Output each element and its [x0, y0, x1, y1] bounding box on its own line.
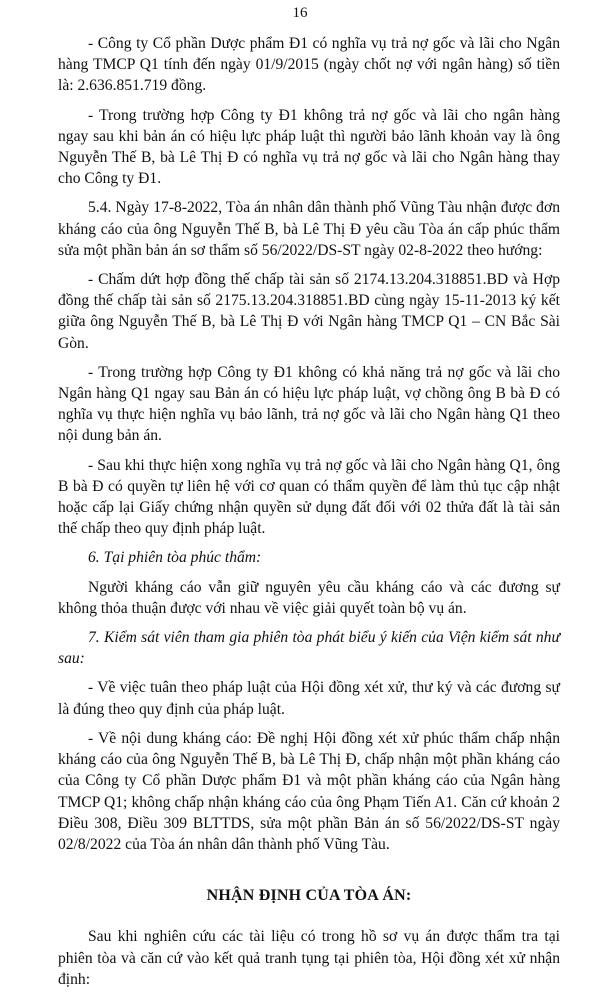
section-6-text: Người kháng cáo vẫn giữ nguyên yêu cầu kháng cáo và các đương sự không thỏa thuận được với nhau về việc giải quyết toàn bộ vụ án.	[58, 578, 560, 617]
document-body	[58, 33, 560, 998]
section-6-title: 6. Tại phiên tòa phúc thẩm:	[88, 549, 262, 567]
page-number: 16	[292, 5, 308, 21]
paragraph-terminate-mortgage: - Chấm dứt hợp đồng thế chấp tài sản số 2174.13.204.318851.BD và Hợp đồng thế chấp tài sản số 2175.13.204.318851.BD cùng ngày 15-11-2013 ký kết giữa ông Nguyễn Thế B, bà Lê Thị Đ với Ngân hàng TMCP Q1 – CN Bắc Sài Gòn.	[58, 271, 560, 352]
section-7-item-compliance: - Về việc tuân theo pháp luật của Hội đồng xét xử, thư ký và các đương sự là đúng theo quy định của pháp luật.	[58, 679, 560, 718]
court-findings-heading: NHẬN ĐỊNH CỦA TÒA ÁN:	[206, 887, 412, 905]
paragraph-guarantee-duty: - Trong trường hợp Công ty Đ1 không có khả năng trả nợ gốc và lãi cho Ngân hàng Q1 ngay sau Bản án có hiệu lực pháp luật, vợ chồng ông B bà Đ có nghĩa vụ thực hiện nghĩa vụ bảo lãnh, trả nợ gốc và lãi cho Ngân hàng Q1 theo nội dung bản án.	[58, 363, 560, 445]
section-7-item-appeal-content: - Về nội dung kháng cáo: Đề nghị Hội đồng xét xử phúc thẩm chấp nhận kháng cáo của ông Nguyễn Thế B, bà Lê Thị Đ, chấp nhận một phần kháng cáo của Công ty Cổ phần Dược phẩm Đ1 và một phần kháng cáo của Ngân hàng TMCP Q1; không chấp nhận kháng cáo của ông Phạm Tiến A1. Căn cứ khoản 2 Điều 308, Điều 309 BLTTDS, sửa một phần Bản án số 56/2022/DS-ST ngày 02/8/2022 của Tòa án nhân dân thành phố Vũng Tàu.	[58, 729, 560, 853]
paragraph-land-certificate: - Sau khi thực hiện xong nghĩa vụ trả nợ gốc và lãi cho Ngân hàng Q1, ông B bà Đ có quyền tự liên hệ với cơ quan có thẩm quyền để làm thủ tục cập nhật hoặc cấp lại Giấy chứng nhận quyền sử dụng đất đối với 02 thửa đất là tài sản thế chấp theo quy định pháp luật.	[58, 456, 560, 538]
paragraph-guarantor-obligation: - Trong trường hợp Công ty Đ1 không trả nợ gốc và lãi cho ngân hàng ngay sau khi bản án có hiệu lực pháp luật thì người bảo lãnh khoản vay là ông Nguyễn Thế B, bà Lê Thị Đ có nghĩa vụ trả nợ gốc và lãi cho Ngân hàng thay cho Công ty Đ1.	[58, 106, 560, 188]
paragraph-debt-amount: - Công ty Cổ phần Dược phẩm Đ1 có nghĩa vụ trả nợ gốc và lãi cho Ngân hàng TMCP Q1 tính đến ngày 01/9/2015 (ngày chốt nợ với ngân hàng) số tiền là: 2.636.851.719 đồng.	[58, 35, 560, 95]
paragraph-appeal-5-4: 5.4. Ngày 17-8-2022, Tòa án nhân dân thành phố Vũng Tàu nhận được đơn kháng cáo của ông Nguyễn Thế B, bà Lê Thị Đ yêu cầu Tòa án cấp phúc thẩm sửa một phần bản án sơ thẩm số 56/2022/DS-ST ngày 02-8-2022 theo hướng:	[58, 199, 560, 259]
paragraph-court-findings: Sau khi nghiên cứu các tài liệu có trong hồ sơ vụ án được thẩm tra tại phiên tòa và căn cứ vào kết quả tranh tụng tại phiên tòa, Hội đồng xét xử nhận định:	[58, 928, 560, 988]
section-7-title: 7. Kiểm sát viên tham gia phiên tòa phát biểu ý kiến của Viện kiểm sát như sau:	[58, 629, 560, 668]
